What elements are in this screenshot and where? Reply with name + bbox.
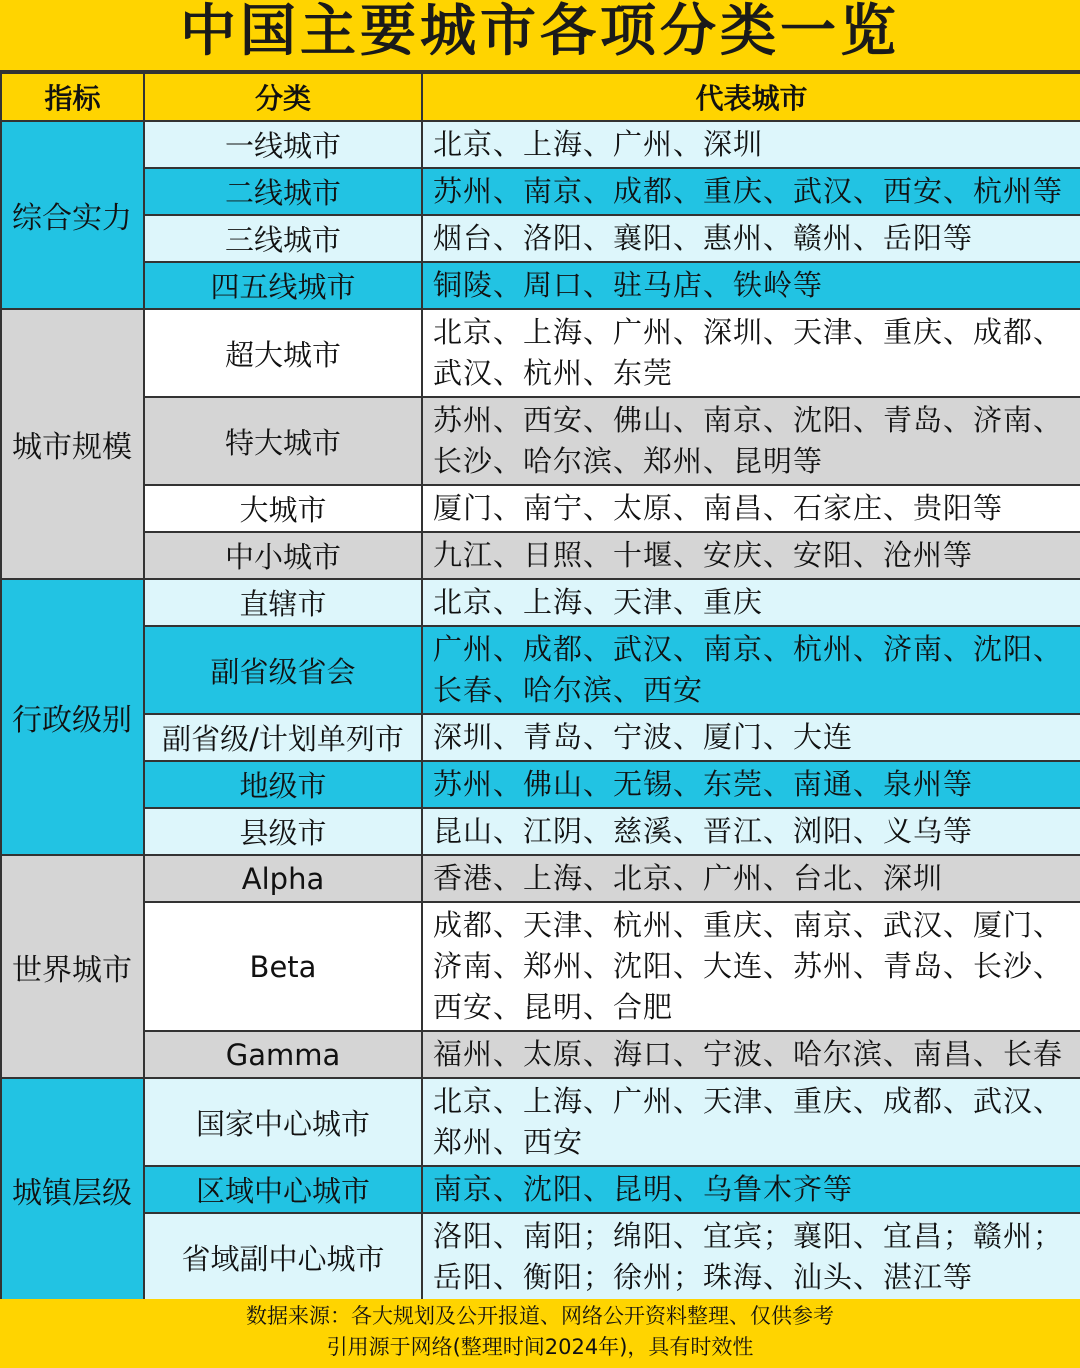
cities-cell: 九江、日照、十堰、安庆、安阳、沧州等 xyxy=(422,532,1080,579)
classification-table xyxy=(0,72,1080,1302)
table-row xyxy=(1,215,1080,262)
category-cell: 二线城市 xyxy=(144,168,422,215)
category-cell: 县级市 xyxy=(144,808,422,855)
cities-cell: 成都、天津、杭州、重庆、南京、武汉、厦门、济南、郑州、沈阳、大连、苏州、青岛、长沙、西安、昆明、合肥 xyxy=(422,902,1080,1031)
category-cell: 超大城市 xyxy=(144,309,422,397)
table-row xyxy=(1,1213,1080,1301)
footer-source-note: 数据来源：各大规划及公开报道、网络公开资料整理、仅供参考 xyxy=(246,1304,834,1328)
category-cell: 地级市 xyxy=(144,761,422,808)
table-row xyxy=(1,397,1080,485)
table-row xyxy=(1,168,1080,215)
indicator-cell: 综合实力 xyxy=(1,121,144,309)
page-title: 中国主要城市各项分类一览 xyxy=(0,0,1080,72)
cities-cell: 广州、成都、武汉、南京、杭州、济南、沈阳、长春、哈尔滨、西安 xyxy=(422,626,1080,714)
footer-timeliness-note: 引用源于网络(整理时间2024年)，具有时效性 xyxy=(326,1335,754,1359)
category-cell: 省域副中心城市 xyxy=(144,1213,422,1301)
table-row xyxy=(1,309,1080,397)
category-cell: Beta xyxy=(144,902,422,1031)
cities-cell: 苏州、佛山、无锡、东莞、南通、泉州等 xyxy=(422,761,1080,808)
category-cell: 四五线城市 xyxy=(144,262,422,309)
category-cell: 直辖市 xyxy=(144,579,422,626)
cities-cell: 福州、太原、海口、宁波、哈尔滨、南昌、长春 xyxy=(422,1031,1080,1078)
category-cell: 大城市 xyxy=(144,485,422,532)
category-cell: 特大城市 xyxy=(144,397,422,485)
indicator-cell: 行政级别 xyxy=(1,579,144,855)
header-cities: 代表城市 xyxy=(422,73,1080,121)
indicator-cell: 城市规模 xyxy=(1,309,144,579)
cities-cell: 洛阳、南阳；绵阳、宜宾；襄阳、宜昌；赣州；岳阳、衡阳；徐州；珠海、汕头、湛江等 xyxy=(422,1213,1080,1301)
cities-cell: 北京、上海、天津、重庆 xyxy=(422,579,1080,626)
category-cell: 国家中心城市 xyxy=(144,1078,422,1166)
cities-cell: 烟台、洛阳、襄阳、惠州、赣州、岳阳等 xyxy=(422,215,1080,262)
cities-cell: 北京、上海、广州、深圳、天津、重庆、成都、武汉、杭州、东莞 xyxy=(422,309,1080,397)
cities-cell: 北京、上海、广州、深圳 xyxy=(422,121,1080,168)
table-row xyxy=(1,532,1080,579)
category-cell: 区域中心城市 xyxy=(144,1166,422,1213)
table-row xyxy=(1,579,1080,626)
category-cell: Gamma xyxy=(144,1031,422,1078)
footer xyxy=(0,1299,1080,1368)
cities-cell: 铜陵、周口、驻马店、铁岭等 xyxy=(422,262,1080,309)
cities-cell: 香港、上海、北京、广州、台北、深圳 xyxy=(422,855,1080,902)
header-indicator: 指标 xyxy=(1,73,144,121)
indicator-cell: 世界城市 xyxy=(1,855,144,1078)
table-row xyxy=(1,714,1080,761)
table-row xyxy=(1,1078,1080,1166)
cities-cell: 厦门、南宁、太原、南昌、石家庄、贵阳等 xyxy=(422,485,1080,532)
table-row xyxy=(1,1031,1080,1078)
table-row xyxy=(1,761,1080,808)
table-row xyxy=(1,121,1080,168)
category-cell: 副省级/计划单列市 xyxy=(144,714,422,761)
category-cell: Alpha xyxy=(144,855,422,902)
indicator-cell: 城镇层级 xyxy=(1,1078,144,1301)
table-row xyxy=(1,855,1080,902)
cities-cell: 深圳、青岛、宁波、厦门、大连 xyxy=(422,714,1080,761)
table-row xyxy=(1,262,1080,309)
table-row xyxy=(1,485,1080,532)
category-cell: 副省级省会 xyxy=(144,626,422,714)
table-row xyxy=(1,902,1080,1031)
category-cell: 一线城市 xyxy=(144,121,422,168)
cities-cell: 昆山、江阴、慈溪、晋江、浏阳、义乌等 xyxy=(422,808,1080,855)
category-cell: 三线城市 xyxy=(144,215,422,262)
cities-cell: 北京、上海、广州、天津、重庆、成都、武汉、郑州、西安 xyxy=(422,1078,1080,1166)
cities-cell: 南京、沈阳、昆明、乌鲁木齐等 xyxy=(422,1166,1080,1213)
table-row xyxy=(1,808,1080,855)
header-category: 分类 xyxy=(144,73,422,121)
category-cell: 中小城市 xyxy=(144,532,422,579)
table-row xyxy=(1,626,1080,714)
cities-cell: 苏州、南京、成都、重庆、武汉、西安、杭州等 xyxy=(422,168,1080,215)
table-row xyxy=(1,1166,1080,1213)
cities-cell: 苏州、西安、佛山、南京、沈阳、青岛、济南、长沙、哈尔滨、郑州、昆明等 xyxy=(422,397,1080,485)
table-header-row xyxy=(1,73,1080,121)
